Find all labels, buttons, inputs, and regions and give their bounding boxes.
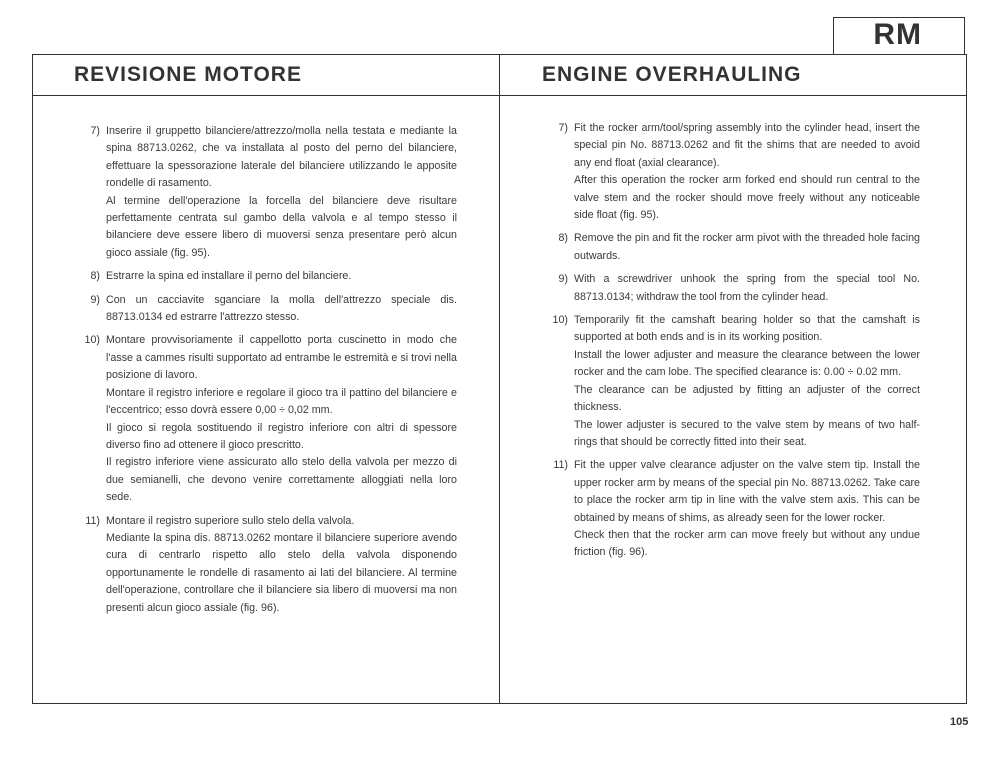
list-item [532, 312, 920, 451]
page-number: 105 [950, 716, 969, 728]
item-text: Il gioco si regola sostituendo il registro inferiore con altri di spessore diverso fino ad ottenere il gioco prescritto. [106, 421, 457, 451]
item-text: Montare il registro inferiore e regolare il gioco tra il pattino del bilanciere e l'eccentrico; esso dovrà essere 0,00 ÷ 0,02 mm. [106, 386, 457, 417]
italian-column [64, 123, 457, 623]
item-text: Al termine dell'operazione la forcella del bilanciere deve risultare perfettamente centrata sul gambo della valvola e al tempo stesso il bilanciere deve essere libero di muoversi senza presentare però alcun gioco assiale (fig. 95). [106, 194, 457, 259]
item-number: 7) [558, 122, 568, 134]
list-item [64, 513, 457, 617]
item-text: After this operation the rocker arm forked end should run central to the valve stem and the rocker should move freely without any noticeable side float (fig. 95). [574, 174, 920, 222]
list-item [64, 292, 457, 327]
english-column [532, 120, 920, 568]
list-item [64, 123, 457, 262]
list-item [64, 332, 457, 506]
item-text: Estrarre la spina ed installare il perno del bilanciere. [106, 270, 352, 283]
item-text: Montare il registro superiore sullo stelo della valvola. [106, 514, 355, 527]
column-divider [499, 54, 500, 704]
item-text: Fit the rocker arm/tool/spring assembly into the cylinder head, insert the special pin No. 88713.0262 and fit the shims that are needed to avoid any end float (axial clearance). [574, 122, 920, 169]
item-text: The lower adjuster is secured to the valve stem by means of two half-rings that should be correctly fitted into their seat. [574, 418, 920, 448]
section-tab [833, 17, 965, 55]
item-text: Install the lower adjuster and measure the clearance between the lower rocker and the cam lobe. The specified clearance is: 0.00 ÷ 0.02 mm. [574, 348, 920, 379]
heading-english: ENGINE OVERHAULING [542, 63, 802, 86]
item-number: 9) [90, 293, 100, 306]
item-number: 8) [90, 270, 100, 283]
list-item [532, 457, 920, 561]
section-tab-label: RM [873, 18, 922, 51]
item-number: 10) [552, 314, 568, 327]
item-number: 11) [85, 514, 100, 527]
item-number: 9) [558, 273, 568, 286]
list-item [532, 120, 920, 224]
item-text: The clearance can be adjusted by fitting an adjuster of the correct thickness. [574, 383, 920, 414]
item-text: Fit the upper valve clearance adjuster on the valve stem tip. Install the upper rocker arm by means of the special pin No. 88713.0262. Take care to place the rocker arm tip in line with the valve stem axis. This can be obtained by means of shims, as already seen for the lower rocker. [574, 459, 920, 524]
heading-italian: REVISIONE MOTORE [74, 63, 302, 86]
list-item [532, 230, 920, 265]
item-text: Inserire il gruppetto bilanciere/attrezzo/molla nella testata e mediante la spina 88713.0262, che va installata al posto del perno del bilanciere, effettuare la spessorazione laterale del bilanciere utilizzando le apposite rondelle di rasamento. [106, 125, 457, 190]
item-number: 8) [558, 232, 568, 245]
item-number: 11) [553, 459, 568, 472]
item-text: Montare provvisoriamente il cappellotto porta cuscinetto in modo che l'asse a cammes risulti supportato ad entrambe le estremità e si trovi nella posizione di lavoro. [106, 334, 457, 382]
item-text: Con un cacciavite sganciare la molla dell'attrezzo speciale dis. 88713.0134 ed estrarre l'attrezzo stesso. [106, 293, 457, 324]
list-item [532, 271, 920, 306]
item-text: Il registro inferiore viene assicurato allo stelo della valvola per mezzo di due semianelli, che devono venire correttamente alloggiati nella loro sede. [106, 456, 457, 504]
item-number: 10) [84, 334, 100, 347]
item-text: Mediante la spina dis. 88713.0262 montare il bilanciere superiore avendo cura di centrarlo rispetto allo stelo della valvola disponendo opportunamente le rondelle di rasamento ai lati del bilanciere. Al termine dell'operazione, controllare che il bilanciere sia libero di muoversi ma non presenti alcun gioco assiale (fig. 96). [106, 531, 457, 614]
item-text: Temporarily fit the camshaft bearing holder so that the camshaft is supported at both ends and is in its working position. [574, 314, 920, 344]
item-text: Remove the pin and fit the rocker arm pivot with the threaded hole facing outwards. [574, 232, 920, 262]
item-number: 7) [90, 125, 100, 137]
item-text: With a screwdriver unhook the spring from the special tool No. 88713.0134; withdraw the tool from the cylinder head. [574, 273, 920, 303]
list-item [64, 268, 457, 285]
item-text: Check then that the rocker arm can move freely but without any undue friction (fig. 96). [574, 528, 920, 559]
